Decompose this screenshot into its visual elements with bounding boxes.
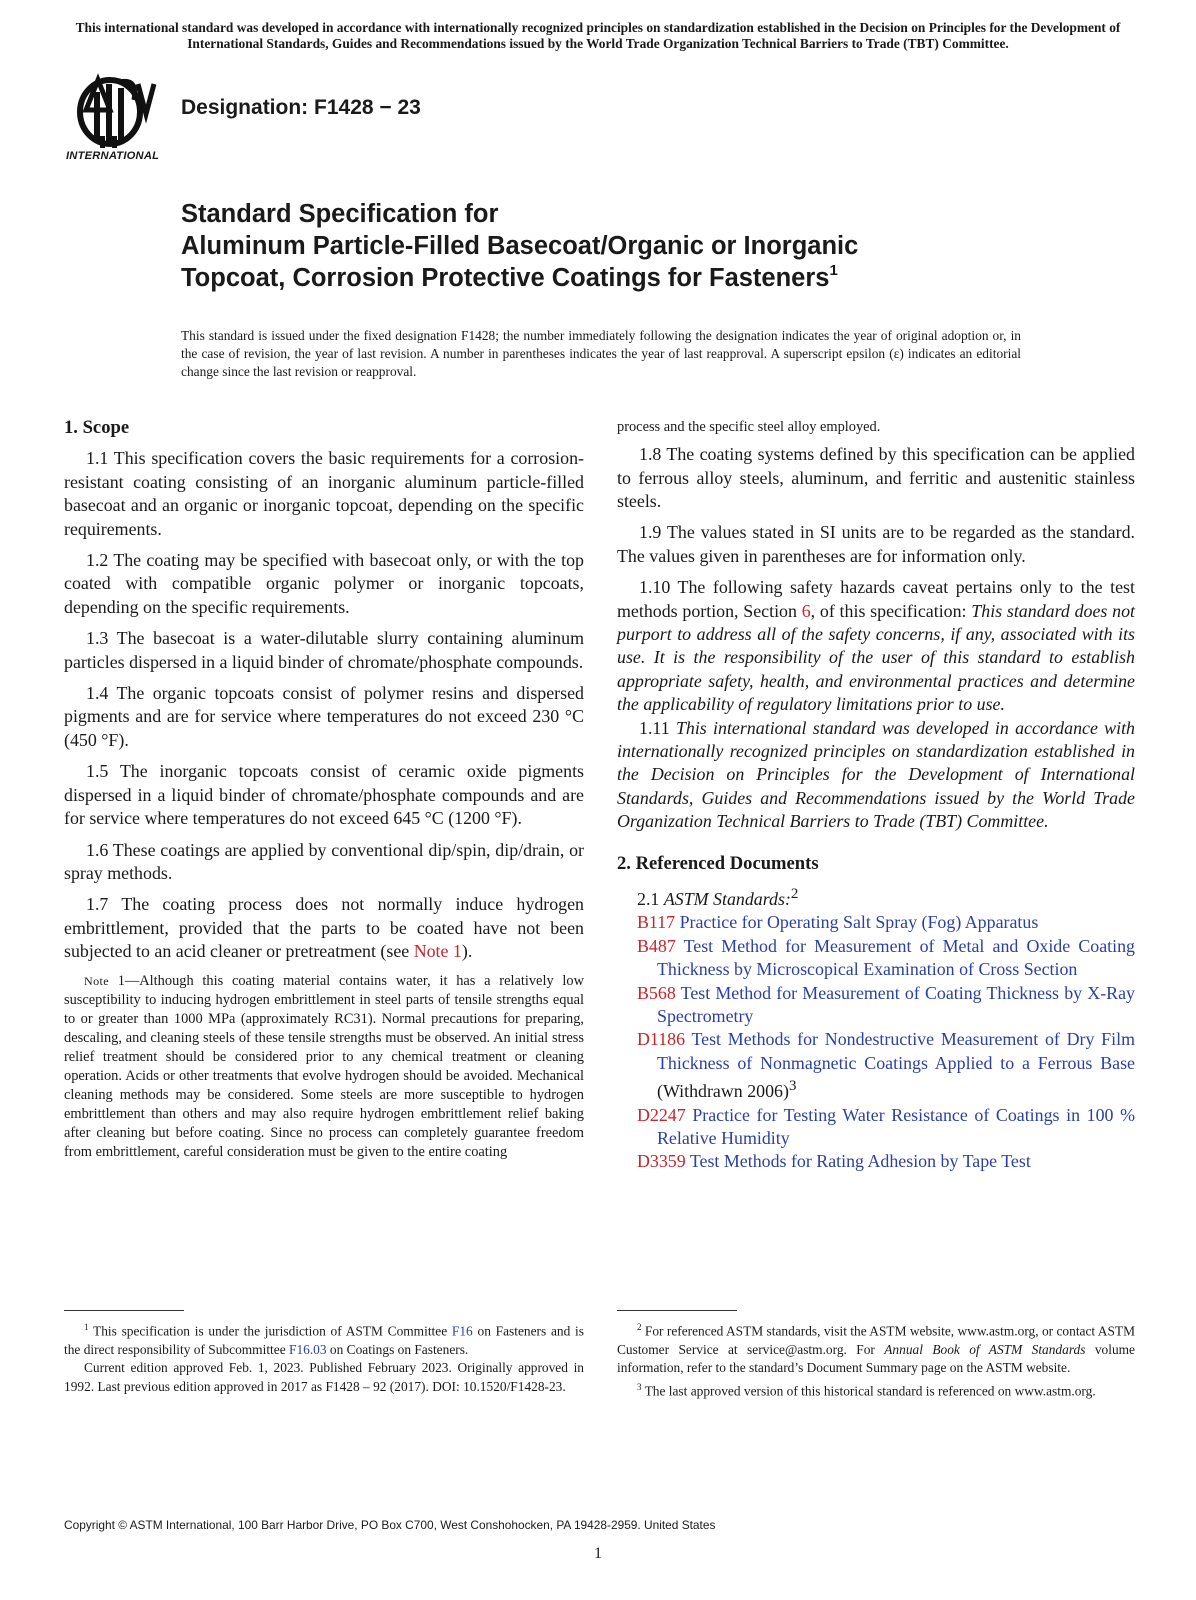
note-1-text: 1—Although this coating material contains water, it has a relatively low susceptibility to inducing hydrogen embrittlement in steel parts of tensile strengths equal to or greater than 1000 MPa (approximately RC31). Normal precautions for preparing, descaling, and cleaning steels of these tensile strengths must be observed. An initial stress relief treatment should be considered prior to any chemical treatment or cleaning operation. Acids or other treatments that evolve hydrogen should be avoided. Mechanical cleaning methods may be considered. Some steels are more susceptible to hydrogen embrittlement than others and may also require hydrogen embrittlement relief baking after cleaning but before coating. Since no process can completely guarantee freedom from embrittlement, careful consideration must be given to the entire coating [64,972,584,1161]
paragraph-1-11-text: This international standard was developed in accordance with internationally recognized principles on standardization established in the Decision on Principles for the Development of International Standards, Guides and Recommendations issued by the World Trade Organization Technical Barriers to Trade (TBT) Committee. [617,717,1135,832]
footnote-2 [617,1318,1135,1378]
title-line-1: Standard Specification for [181,200,499,228]
reference-code[interactable]: B117 [637,912,676,933]
copyright-line: Copyright © ASTM International, 100 Barr Harbor Drive, PO Box C700, West Conshohocken, PA 19428-2959. United States [64,1518,716,1532]
reference-d1186 [617,1028,1135,1103]
right-column [617,418,1135,1174]
reference-title[interactable]: Test Methods for Rating Adhesion by Tape Test [685,1151,1031,1172]
paragraph-1-11 [617,717,1135,834]
page-number: 1 [594,1545,602,1562]
note-1-link[interactable]: Note 1 [413,941,462,962]
reference-title[interactable]: Test Methods for Nondestructive Measurement of Dry Film Thickness of Nonmagnetic Coatings Applied to a Ferrous Base [657,1029,1135,1073]
footnote-3-label: 3 [637,1381,642,1392]
safety-caveat: This standard does not purport to address all of the safety concerns, if any, associated with its use. It is the responsibility of the user of this standard to establish appropriate safety, health, and environmental practices and determine the applicability of regulatory limitations prior to use. [617,600,1135,715]
footnote-3-mark[interactable]: 3 [788,1078,797,1095]
reference-title[interactable]: Test Method for Measurement of Metal and Oxide Coating Thickness by Microscopical Examination of Cross Section [657,935,1135,980]
section-6-link[interactable]: 6 [801,600,811,621]
title-line-2: Aluminum Particle-Filled Basecoat/Organic or Inorganic [181,232,859,260]
wto-notice: This international standard was developed in accordance with internationally recognized principles on standardization established in the Decision on Principles for the Development of International Standards, Guides and Recommendations issued by the World Trade Organization Technical Barriers to Trade (TBT) Committee. [75,20,1121,51]
paragraph-1-10 [617,576,1135,716]
footnote-1-edition: Current edition approved Feb. 1, 2023. Published February 2023. Originally approved in 1992. Last previous edition approved in 2017 as F1428 – 92 (2017). DOI: 10.1520/F1428-23. [64,1360,584,1394]
reference-code[interactable]: D2247 [637,1104,686,1125]
paragraph-1-6: 1.6 These coatings are applied by conventional dip/spin, dip/drain, or spray methods. [64,839,584,883]
footnote-2-text-end: volume information, refer to the standard’s Document Summary page on the ASTM website. [617,1341,1136,1376]
footnote-1-mark: 1 [84,1322,89,1332]
footnote-rule-left [64,1310,184,1311]
paragraph-1-10-mid: , of this specification: [810,600,972,621]
footnote-1-text-end: on Coatings on Fasteners. [326,1341,469,1357]
reference-code[interactable]: D3359 [637,1151,686,1172]
title-line-3: Topcoat, Corrosion Protective Coatings for Fasteners [181,264,830,292]
committee-f16-link[interactable]: F16 [451,1323,473,1339]
astm-standards-subheading [617,883,1135,911]
issuance-note: This standard is issued under the fixed designation F1428; the number immediately following the designation indicates the year of original adoption or, in the case of revision, the year of last revision. A number in parentheses indicates the year of last reapproval. A superscript epsilon (ε) indicates an editorial change since the last revision or reapproval. [181,328,1021,379]
reference-d3359 [617,1150,1135,1173]
reference-title[interactable]: Practice for Operating Salt Spray (Fog) Apparatus [675,912,1039,933]
paragraph-1-7-text: 1.7 The coating process does not normally induce hydrogen embrittlement, provided that the parts to be coated have not been subjected to an acid cleaner or pretreatment (see [64,894,584,962]
annual-book-title: Annual Book of ASTM Standards [884,1341,1086,1357]
reference-d2247 [617,1104,1135,1151]
paragraph-1-8: 1.8 The coating systems defined by this specification can be applied to ferrous alloy steels, aluminum, and ferritic and austenitic stainless steels. [617,444,1135,511]
footnote-2-text: For referenced ASTM standards, visit the ASTM website, www.astm.org, or contact ASTM Customer Service at service@astm.org. For [617,1323,1135,1357]
reference-title[interactable]: Test Method for Measurement of Coating Thickness by X-Ray Spectrometry [657,982,1135,1026]
footnotes-right [617,1318,1135,1401]
footnote-1-text: This specification is under the jurisdiction of ASTM Committee [88,1323,452,1339]
footnotes-left [64,1318,584,1396]
scope-heading: 1. Scope [64,417,130,438]
paragraph-1-9: 1.9 The values stated in SI units are to be regarded as the standard. The values given in parentheses are for information only. [617,522,1135,566]
note-1 [64,972,584,1163]
reference-b117 [617,911,1135,934]
note-label: Note [84,973,109,988]
footnote-1 [64,1318,584,1359]
reference-code[interactable]: B487 [637,935,676,956]
footnote-1-text-mid: on Fasteners and is the direct responsibility of Subcommittee [64,1323,584,1357]
reference-b568 [617,982,1135,1029]
reference-title[interactable]: Practice for Testing Water Resistance of Coatings in 100 % Relative Humidity [657,1104,1135,1148]
paragraph-1-1: 1.1 This specification covers the basic requirements for a corrosion-resistant coating consisting of an inorganic aluminum particle-filled basecoat and an organic or inorganic topcoat, depending on the specific requirements. [64,448,584,539]
paragraph-1-3: 1.3 The basecoat is a water-dilutable slurry containing aluminum particles dispersed in a liquid binder of chromate/phosphate compounds. [64,628,584,672]
title-footnote-mark[interactable]: 1 [829,262,838,279]
reference-code[interactable]: D1186 [637,1029,686,1050]
footnote-rule-right [617,1310,737,1311]
withdrawn-note: (Withdrawn 2006) [657,1081,789,1102]
referenced-documents-heading: 2. Referenced Documents [617,852,819,874]
paragraph-1-10-text: 1.10 The following safety hazards caveat pertains only to the test methods portion, Section [617,577,1135,621]
reference-code[interactable]: B568 [637,982,676,1003]
document-title [181,198,1081,294]
paragraph-1-4: 1.4 The organic topcoats consist of polymer resins and dispersed pigments and are for service where temperatures do not exceed 230 °C (450 °F). [64,683,584,750]
subcommittee-f16-03-link[interactable]: F16.03 [289,1341,327,1357]
subheading-number: 2.1 [637,888,664,909]
designation: Designation: F1428 − 23 [181,96,421,119]
paragraph-1-11-num: 1.11 [639,717,676,738]
paragraph-1-5: 1.5 The inorganic topcoats consist of ceramic oxide pigments dispersed in a liquid binder of chromate/phosphate compounds and are for service where temperatures do not exceed 645 °C (1200 °F). [64,761,584,829]
left-column [64,416,584,1162]
paragraph-1-2: 1.2 The coating may be specified with basecoat only, or with the top coated with compatible organic polymer or inorganic topcoats, depending on the specific requirements. [64,550,584,617]
footnote-2-label: 2 [637,1322,642,1332]
logo-subtitle: INTERNATIONAL [66,150,160,162]
subheading-label: ASTM Standards: [663,888,791,909]
footnote-3 [617,1378,1135,1401]
footnote-3-text: The last approved version of this historical standard is referenced on www.astm.org. [641,1383,1096,1399]
footnote-2-mark[interactable]: 2 [790,886,799,902]
reference-b487 [617,935,1135,982]
note-1-continued: process and the specific steel alloy employed. [617,419,881,435]
paragraph-1-7 [64,893,584,963]
paragraph-1-7-end: ). [461,941,473,962]
